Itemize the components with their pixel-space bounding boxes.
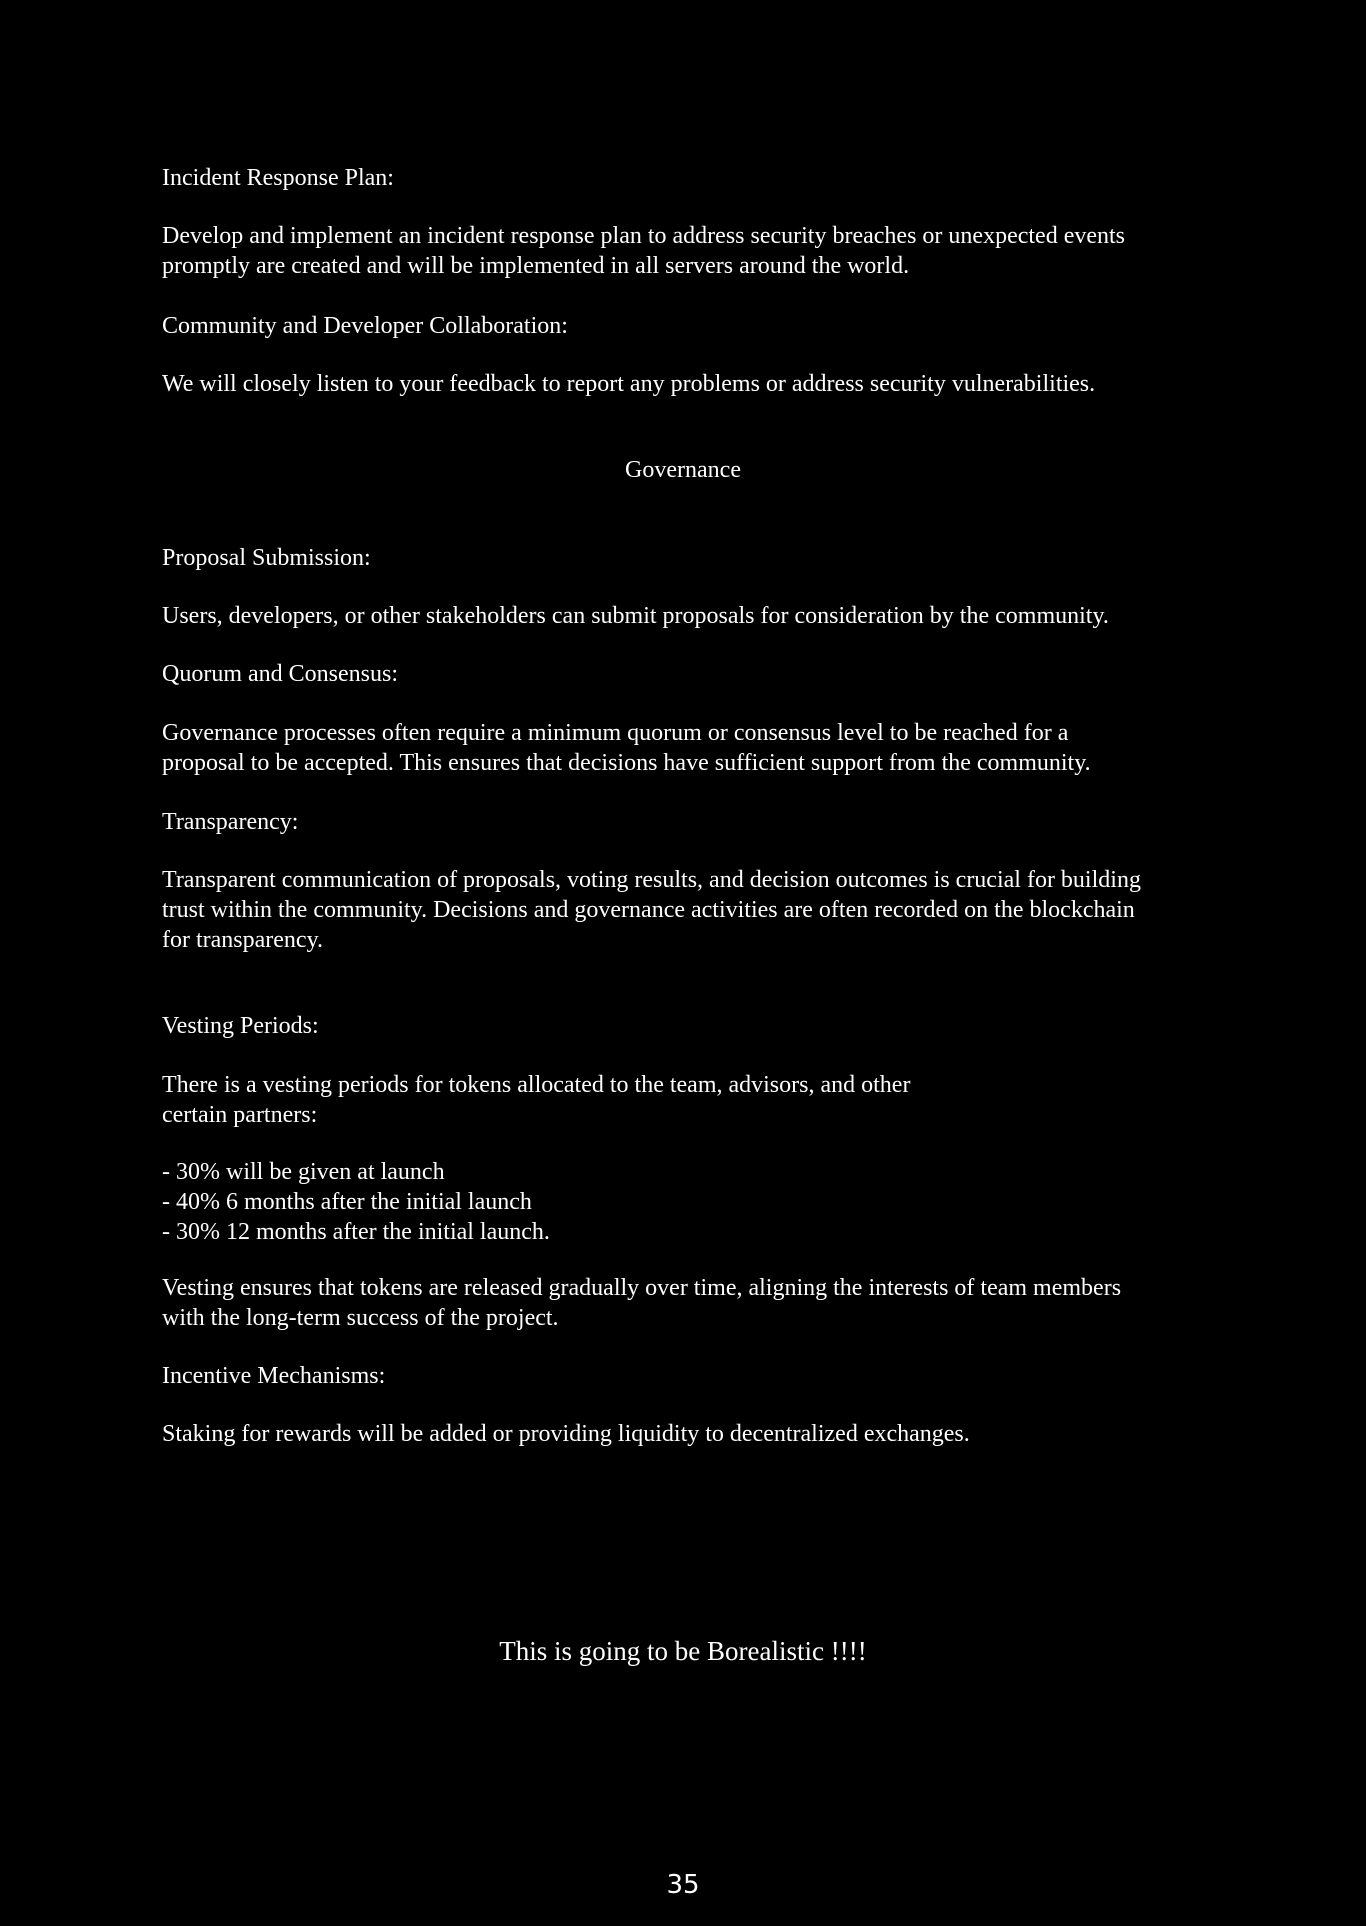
vesting-periods-heading: Vesting Periods: (162, 1013, 319, 1039)
vesting-schedule-list (162, 1157, 1222, 1247)
incentive-mechanisms-body: Staking for rewards will be added or providing liquidity to decentralized exchanges. (162, 1421, 970, 1447)
incentive-mechanisms-heading: Incentive Mechanisms: (162, 1363, 386, 1389)
incident-response-heading: Incident Response Plan: (162, 165, 394, 191)
community-collaboration-heading: Community and Developer Collaboration: (162, 313, 568, 339)
community-collaboration-body: We will closely listen to your feedback to report any problems or address security vulnerabilities. (162, 371, 1096, 397)
incident-response-body: Develop and implement an incident response plan to address security breaches or unexpected events promptly are created and will be implemented in all servers around the world. (162, 223, 1125, 279)
quorum-consensus-heading: Quorum and Consensus: (162, 661, 398, 687)
list-item: - 30% 12 months after the initial launch. (162, 1219, 550, 1245)
transparency-body: Transparent communication of proposals, voting results, and decision outcomes is crucial for building trust within the community. Decisions and governance activities are often recorded on the blockchain for transparency. (162, 867, 1141, 953)
quorum-consensus-body: Governance processes often require a minimum quorum or consensus level to be reached for a proposal to be accepted. This ensures that decisions have sufficient support from the community. (162, 720, 1091, 776)
list-item: - 30% will be given at launch (162, 1159, 445, 1185)
governance-title: Governance (625, 457, 741, 483)
closing-statement: This is going to be Borealistic !!!! (499, 1636, 867, 1666)
proposal-submission-heading: Proposal Submission: (162, 545, 371, 571)
transparency-heading: Transparency: (162, 809, 299, 835)
list-item: - 40% 6 months after the initial launch (162, 1189, 532, 1215)
vesting-intro: There is a vesting periods for tokens allocated to the team, advisors, and other certain partners: (162, 1072, 911, 1128)
vesting-explanation: Vesting ensures that tokens are released gradually over time, aligning the interests of team members with the long-term success of the project. (162, 1275, 1122, 1331)
page-number: 35 (666, 1870, 700, 1900)
proposal-submission-body: Users, developers, or other stakeholders can submit proposals for consideration by the community. (162, 603, 1109, 629)
